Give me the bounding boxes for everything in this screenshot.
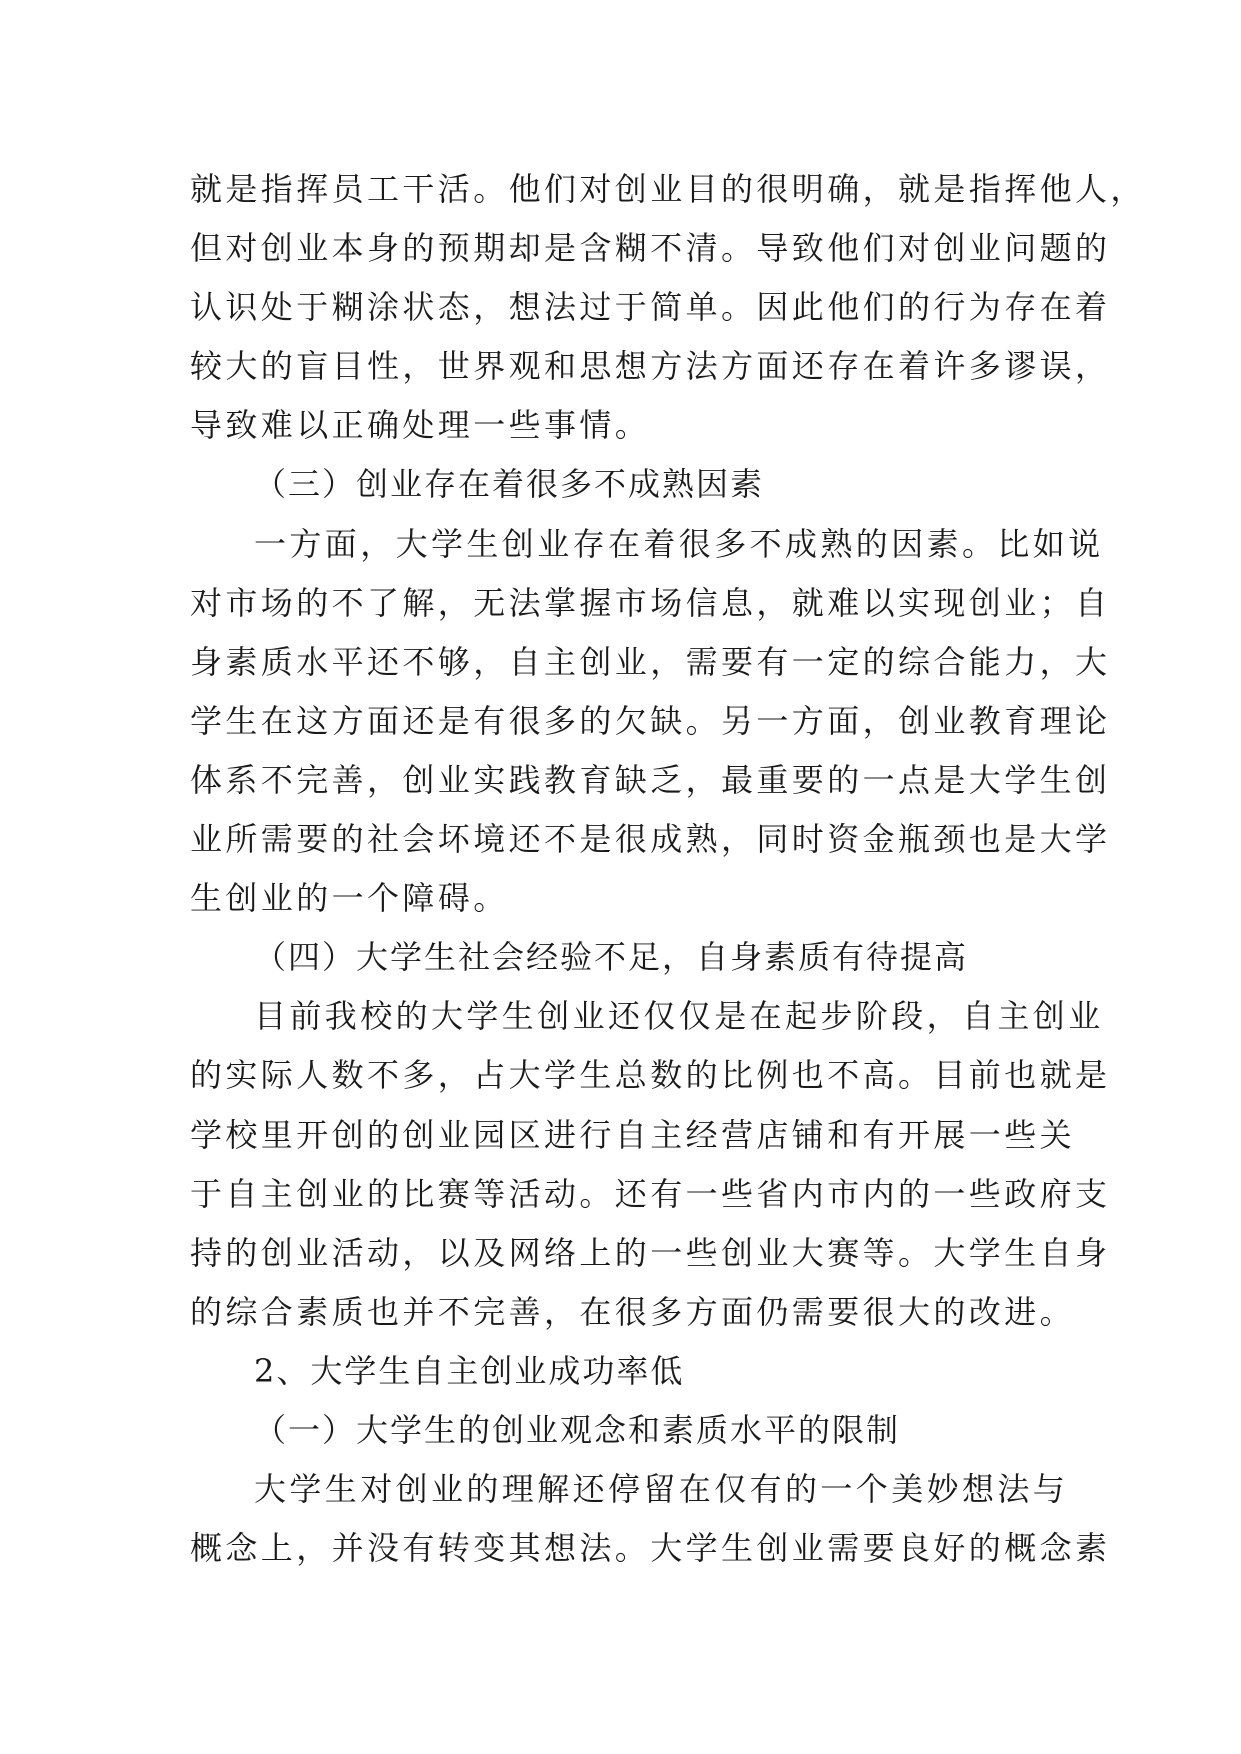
paragraph-line: 体系不完善，创业实践教育缺乏，最重要的一点是大学生创 — [190, 760, 1111, 799]
paragraph-line: 一方面，大学生创业存在着很多不成熟的因素。比如说 — [254, 524, 1104, 563]
paragraph-line: 的实际人数不多，占大学生总数的比例也不高。目前也就是 — [190, 1056, 1111, 1095]
paragraph-line: 身素质水平还不够，自主创业，需要有一定的综合能力，大 — [190, 642, 1111, 681]
section-heading: （一）大学生的创业观念和素质水平的限制 — [254, 1410, 901, 1449]
document-body — [190, 160, 1146, 1578]
paragraph-line: 目前我校的大学生创业还仅仅是在起步阶段，自主创业 — [254, 997, 1104, 1036]
section-heading: （四）大学生社会经验不足，自身素质有待提高 — [254, 938, 969, 977]
paragraph-line: 持的创业活动，以及网络上的一些创业大赛等。大学生自身 — [190, 1233, 1111, 1272]
paragraph-line: 但对创业本身的预期却是含糊不清。导致他们对创业问题的 — [190, 229, 1111, 268]
paragraph-line: 认识处于糊涂状态，想法过于简单。因此他们的行为存在着 — [190, 288, 1111, 327]
paragraph-line: 较大的盲目性，世界观和思想方法方面还存在着许多谬误， — [190, 347, 1111, 386]
paragraph-line: 的综合素质也并不完善，在很多方面仍需要很大的改进。 — [190, 1292, 1076, 1331]
paragraph-line: 概念上，并没有转变其想法。大学生创业需要良好的概念素 — [190, 1529, 1111, 1568]
paragraph-line: 大学生对创业的理解还停留在仅有的一个美妙想法与 — [254, 1470, 1069, 1509]
paragraph-line: 学校里开创的创业园区进行自主经营店铺和有开展一些关 — [190, 1115, 1076, 1154]
section-heading: （三）创业存在着很多不成熟因素 — [254, 465, 765, 504]
paragraph-line: 对市场的不了解，无法掌握市场信息，就难以实现创业；自 — [190, 583, 1111, 622]
paragraph-line: 生创业的一个障碍。 — [190, 879, 509, 918]
paragraph-line: 导致难以正确处理一些事情。 — [190, 406, 651, 445]
section-heading: 2、大学生自主创业成功率低 — [254, 1351, 685, 1390]
paragraph-line: 学生在这方面还是有很多的欠缺。另一方面，创业教育理论 — [190, 701, 1111, 740]
paragraph-line: 业所需要的社会坏境还不是很成熟，同时资金瓶颈也是大学 — [190, 820, 1111, 859]
paragraph-line: 于自主创业的比赛等活动。还有一些省内市内的一些政府支 — [190, 1174, 1111, 1213]
paragraph-line: 就是指挥员工干活。他们对创业目的很明确，就是指挥他人， — [190, 170, 1146, 208]
